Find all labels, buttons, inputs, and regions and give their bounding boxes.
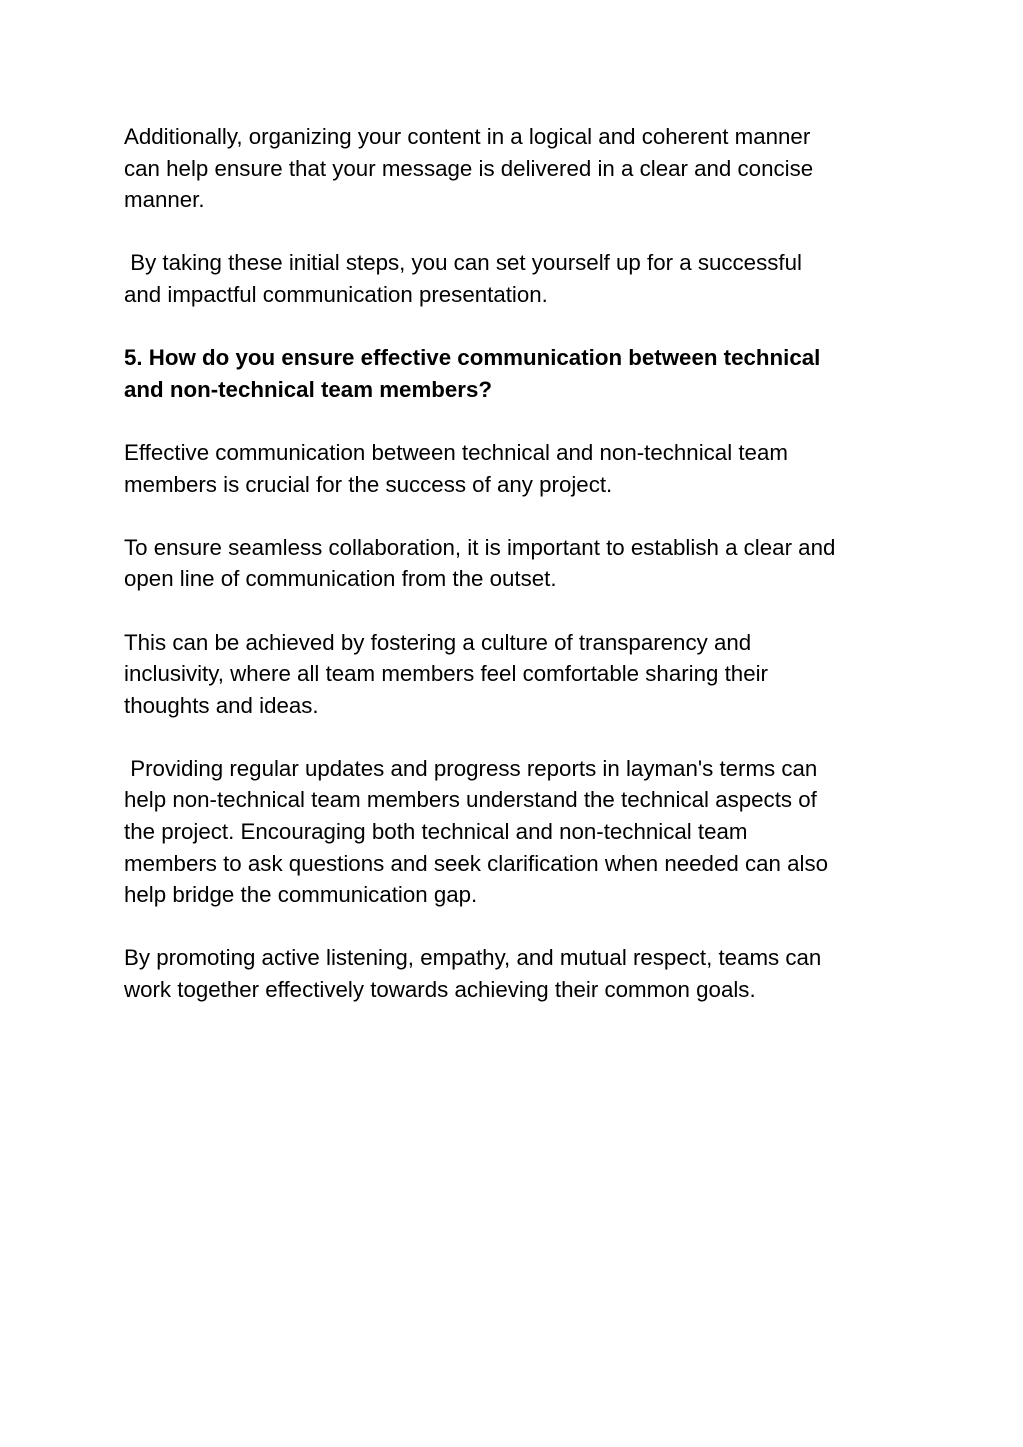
paragraph-organizing-content: Additionally, organizing your content in a logical and coherent manner can help ensure that your message is delivered in a clear and concise manner. (124, 124, 814, 213)
paragraph-effective-communication: Effective communication between technical and non-technical team members is crucial for the success of any project. (124, 439, 788, 497)
paragraph-initial-steps: By taking these initial steps, you can set yourself up for a successful and impactful communication presentation. (124, 250, 802, 307)
paragraph-transparency: This can be achieved by fostering a culture of transparency and inclusivity, where all team members feel comfortable sharing their thoughts and ideas. (124, 629, 768, 718)
paragraph-active-listening: By promoting active listening, empathy, and mutual respect, teams can work together effectively towards achieving their common goals. (124, 945, 822, 1003)
paragraph-seamless-collaboration: To ensure seamless collaboration, it is important to establish a clear and open line of communication from the outset. (124, 534, 836, 592)
question-heading-5: 5. How do you ensure effective communication between technical and non-technical team members? (124, 345, 821, 402)
document-body (124, 121, 904, 1037)
paragraph-regular-updates: Providing regular updates and progress reports in layman's terms can help non-technical team members understand the technical aspects of the project. Encouraging both technical and non-technical team members to ask questions and seek clarification when needed can also help bridge the communication gap. (124, 755, 828, 908)
